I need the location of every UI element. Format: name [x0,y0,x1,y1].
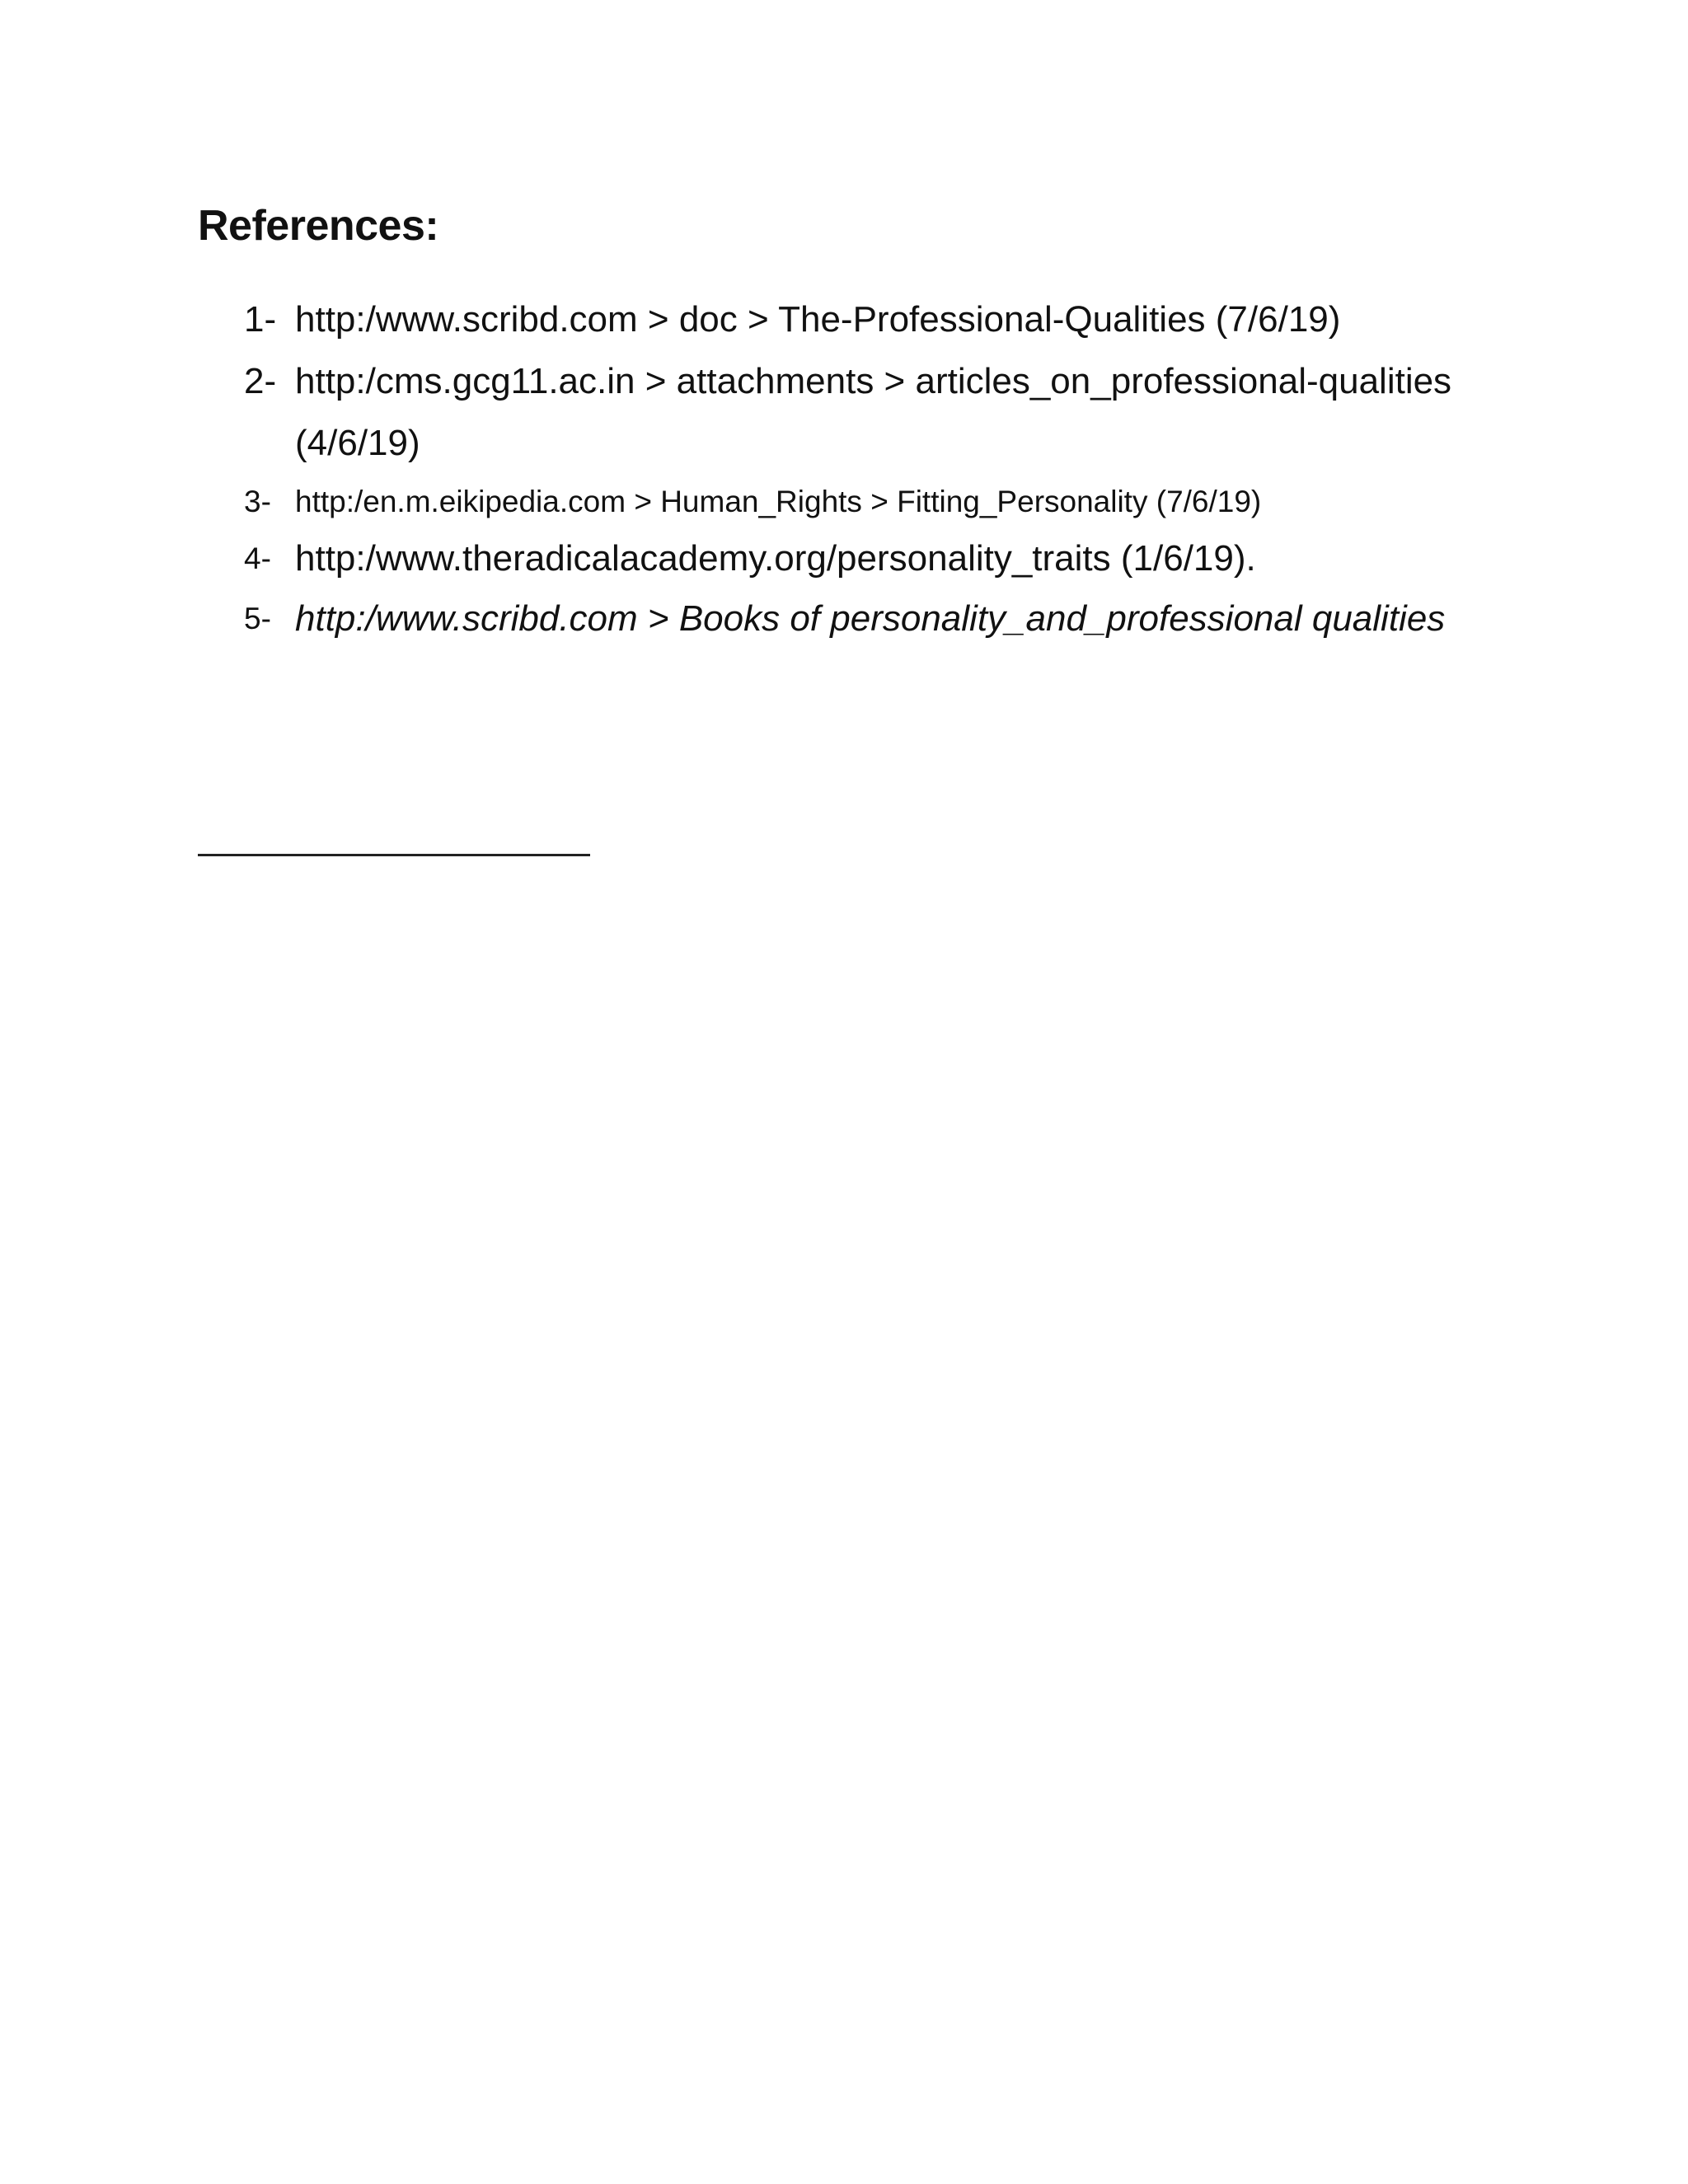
reference-text: http:/en.m.eikipedia.com > Human_Rights > Fitting_Personality (7/6/19) [295,485,1262,518]
reference-item-3 [244,474,1513,530]
reference-text: http:/www.theradicalacademy.org/personality_traits (1/6/19). [295,538,1256,579]
reference-number: 4- [244,541,271,575]
reference-text: http:/www.scribd.com > Books of personality_and_professional qualities [295,598,1446,639]
reference-number: 2- [244,361,277,401]
reference-list [244,288,1513,649]
reference-number: 5- [244,602,271,635]
reference-number: 1- [244,299,277,340]
reference-number: 3- [244,485,271,518]
reference-text: http:/www.scribd.com > doc > The-Professional-Qualities (7/6/19) [295,299,1341,340]
references-heading: References: [198,202,439,250]
reference-item-5 [244,588,1513,649]
footnote-separator-line [198,854,590,856]
reference-text: http:/cms.gcg11.ac.in > attachments > articles_on_professional-qualities (4/6/19) [295,361,1452,463]
reference-item-1 [244,288,1513,350]
reference-item-2 [244,350,1513,474]
reference-item-4 [244,530,1513,588]
